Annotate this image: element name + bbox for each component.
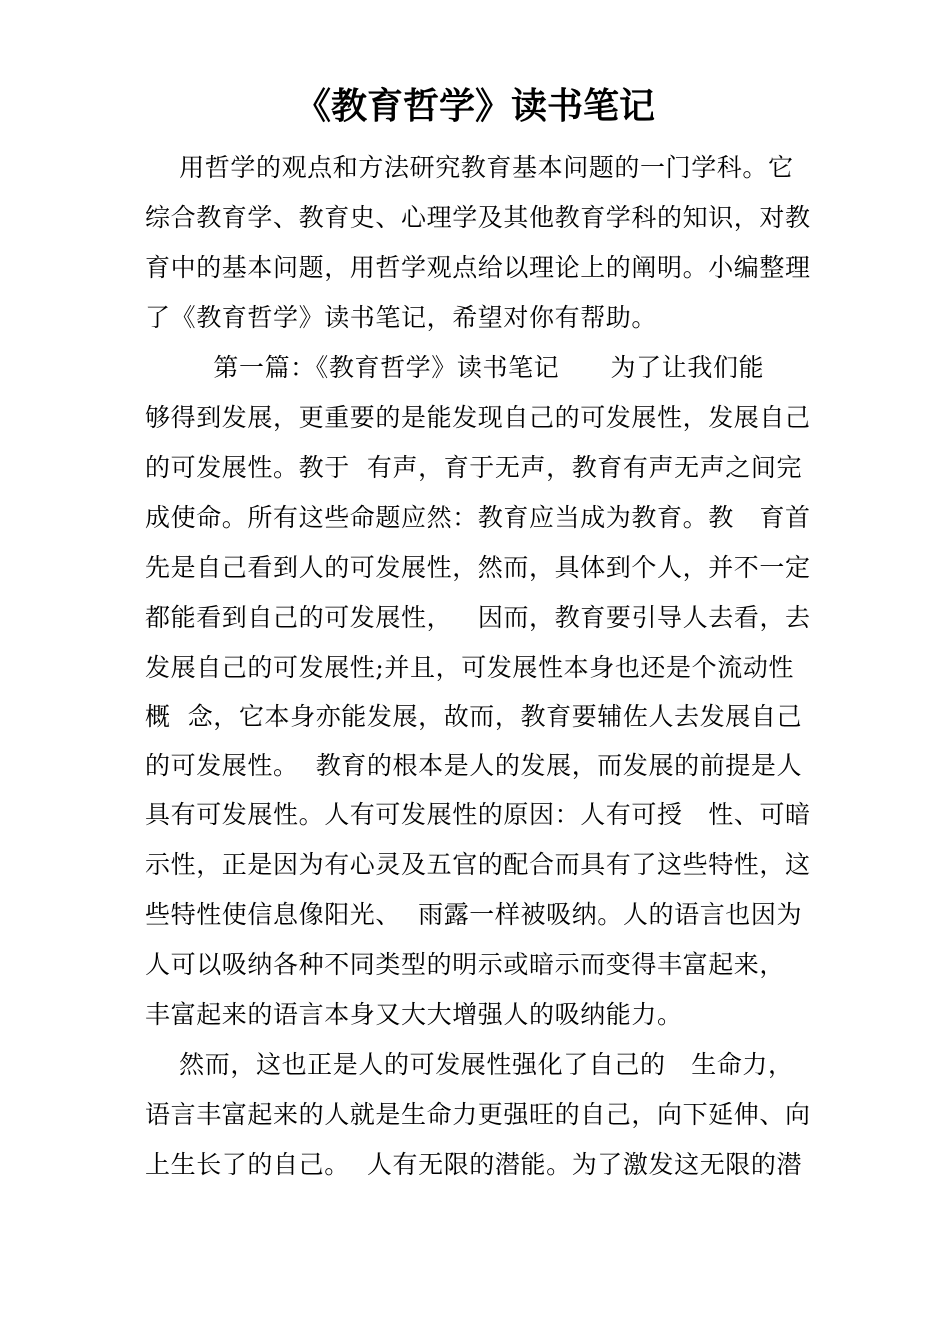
text-line: 的可发展性。 教育的根本是人的发展，而发展的前提是人 [145, 751, 803, 780]
text-line: 丰富起来的语言本身又大大增强人的吸纳能力。 [145, 1000, 683, 1029]
text-line: 综合教育学、教育史、心理学及其他教育学科的知识，对教 [145, 203, 811, 232]
text-line: 先是自己看到人的可发展性，然而，具体到个人，并不一定 [145, 553, 811, 582]
text-line: 用哲学的观点和方法研究教育基本问题的一门学科。它 [145, 153, 794, 182]
text-line: 了《教育哲学》读书笔记，希望对你有帮助。 [145, 303, 658, 332]
text-line: 具有可发展性。人有可发展性的原因：人有可授 性、可暗 [145, 800, 811, 829]
document-title: 《教育哲学》读书笔记 [294, 85, 655, 127]
text-line: 第一篇：《教育哲学》读书笔记 为了让我们能 [145, 353, 765, 382]
text-line: 都能看到自己的可发展性， 因而，教育要引导人去看，去 [145, 603, 811, 632]
text-line: 育中的基本问题，用哲学观点给以理论上的阐明。小编整理 [145, 253, 811, 282]
text-line: 成使命。所有这些命题应然：教育应当成为教育。教 育首 [145, 503, 811, 532]
text-line: 概 念，它本身亦能发展，故而，教育要辅佐人去发展自己 [145, 702, 803, 731]
text-line: 示性，正是因为有心灵及五官的配合而具有了这些特性，这 [145, 850, 811, 879]
text-line: 发展自己的可发展性;并且，可发展性本身也还是个流动性 [145, 653, 795, 682]
text-line: 些特性使信息像阳光、 雨露一样被吸纳。人的语言也因为 [145, 900, 803, 929]
text-line: 然而，这也正是人的可发展性强化了自己的 生命力， [145, 1050, 794, 1079]
text-line: 语言丰富起来的人就是生命力更强旺的自己，向下延伸、向 [145, 1100, 811, 1129]
text-line: 够得到发展，更重要的是能发现自己的可发展性，发展自己 [145, 403, 811, 432]
text-line: 上生长了的自己。 人有无限的潜能。为了激发这无限的潜 [145, 1150, 803, 1179]
text-line: 的可发展性。教于 有声，育于无声，教育有声无声之间完 [145, 453, 803, 482]
text-line: 人可以吸纳各种不同类型的明示或暗示而变得丰富起来， [145, 950, 786, 979]
